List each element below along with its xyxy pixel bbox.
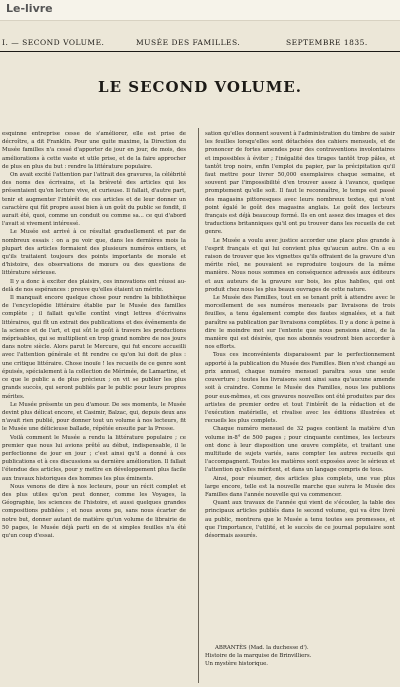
paragraph: Le Musée a voulu avec justice accorder une place plus grande à l'esprit français et qui lui convient plus qu'aucun autre. On a eu raison de trouver que les vignettes qu'ils offraient de la gravure d'un mérite réel, ne pouvaient se reproduire toujours de la même manière. Nous nous sommes en conséquence adressés aux éditeurs et aux auteurs de la gravure sur bois, les plus habiles, qui ont produit chez nous les plus beaux ouvrages de cette nature. <box>205 237 395 293</box>
bibliography-work: Un mystère historique. <box>205 661 268 668</box>
paragraph: Ainsi, pour résumer, des articles plus complets, une vue plus large encore, telle est la nouvelle marche que suivra le Musée des Familles dans l'année nouvelle qui va commencer. <box>205 475 395 498</box>
paragraph: Nous venons de dire à nos lecteurs, pour un récit complet et des plus utiles qu'on peut donner, comme les Voyages, la Géographie, les sciences de l'histoire, et aussi quelques grandes compositions publiées ; et nous avons pu, sans nous écarter de notre but, donner autant de matière qu'un volume de librairie de 50 pages, le Musée déjà parti en de si simples feuilles n'a été qu'un coup d'essai. <box>2 483 186 539</box>
header-journal-name: MUSÉE DES FAMILLES. <box>136 38 241 47</box>
bibliography-entry <box>205 644 395 669</box>
bibliography-author: ABRANTÈS (Mad. la duchesse d'). <box>215 645 309 651</box>
paragraph: Chaque numéro mensuel de 32 pages contient la matière d'un volume in-8° de 500 pages ; pour cinquante centimes, les lecteurs ont donc à leur disposition une œuvre complète, et traitant une multitude de sujets variés, sans compter les autres recueils qui l'accompagnent. Toutes les matières sont exposées avec le sérieux et l'attention qu'elles méritent, et dans un langage compris de tous. <box>205 426 395 474</box>
paragraph: Quant aux travaux de l'année qui vient de s'écouler, la table des principaux articles publiés dans le second volume, qui va être livré au public, montrera que le Musée a tenu toutes ses promesses, et que l'importance, l'utilité, et le succès de ce journal populaire sont désormais assurés. <box>205 500 395 539</box>
paragraph: Tous ces inconvénients disparaissent par le perfectionnement apporté à la publication du Musée des Familles. Bien n'est changé au prix annuel, chaque numéro mensuel paraîtra sous une seule couverture ; toutes les livraisons sont ainsi sans qu'aucune amende soit à craindre. Comme le Musée des Familles, nous les publions pour eux-mêmes, et ces gravures nouvelles ont été produites par des artistes de premier ordre et tout l'intérêt de la rédaction et de l'exécution matérielle, et rivalise avec les éditions illustrées et recueils les plus complets. <box>205 352 395 425</box>
paragraph: Le Musée présente un peu d'amour. De ses moments, le Musée devint plus délicat encore, et Casimir, Balzac, qui, depuis deux ans n'avait rien publié, pour donner tout un volume à nos lecteurs, fit le Musée une délicieuse ballade, répétée ensuite par la Presse. <box>2 401 186 433</box>
header-date: SEPTEMBRE 1835. <box>286 38 368 47</box>
paragraph: Voilà comment le Musée a rendu la littérature populaire ; ce premier que nous lui avions prêté au début, indispensable, il le perfectionne de jour en jour ; c'est ainsi qu'il a donné à ces publications et à ces discussions sa dernière amélioration. Il fallait l'étendue des articles, pour y mettre en développement plus facile aux travaux historiques des hommes les plus éminents. <box>2 434 186 482</box>
paragraph: sation qu'elles donnent souvent à l'administration du timbre de saisir les feuilles lorsqu'elles sont détachées des cahiers mensuels, et de prononcer de fortes amendes pour des contraventions involontaires et impossibles à éviter ; l'inégalité des tirages tantôt trop pâles, et tantôt trop noirs, enfin l'emploi du papier, par la précipitation qu'il faut mettre pour livrer 50,000 exemplaires chaque semaine, et souvent par l'impossibilité d'en trouver assez à l'avance, quelque promptement qu'elle soit. Il faut le reconnaître, le temps est passé des magasins pittoresques avec leurs nombreux textes, qui n'ont point égalé le goût des magasins anglais. Le goût des lecteurs français est déjà beaucoup formé. Ils en ont assez des images et des traductions britanniques qu'il ont pu trouver dans les recueils de cet genre. <box>205 131 395 236</box>
article-title: LE SECOND VOLUME. <box>98 78 302 96</box>
column-divider <box>198 128 199 683</box>
paragraph: esquinne entreprise cesse de s'améliorer, elle est prise de décroître, a dit Franklin. Pour une quite maxime, la Direction du Musée familles n'a cessé d'apporter de jour en jour, de mois, des améliorations à cette vaste et utile prise, et de la faire approcher de plus en plus du but : rendre la littérature populaire. <box>2 131 186 170</box>
bibliography-work: Histoire de la marquise de Brinvilliers. <box>205 653 312 660</box>
header-rule <box>0 51 400 52</box>
paragraph: Il manquait encore quelque chose pour rendre la bibliothèque de l'encyclopédie littéraire établie par le Musée des familles complète ; il fallait qu'elle contînt vingt lettres d'écrivains littéraires, qui fît un extrait des publications et des événements de la science et de l'art, et qui sût le goût à travers les productions méprisables, qui se multiplient en trop grand nombre de nos jours dans notre siècle. Alors parut le Mercure, qui fut encore accueilli avec l'attention générale et fit rendre ce qu'on lui doit de plus : une critique littéraire. Chose inouïe ! les recueils de ce genre sont épuisés, spécialement à la collection de Mérimée, de Lamartine, et ce que le public a de plus précieux ; on vit se publier les plus grands succès, qui seront publiés par le public pour leurs propres mérites. <box>2 295 186 400</box>
paragraph: Il y a donc à exciter des plaisirs, ces innovations ont réussi au-delà de nos espérances : preuve qu'elles étaient un mérite. <box>2 278 186 293</box>
site-title[interactable]: Le-livre <box>6 2 53 15</box>
paragraph: Le Musée des Familles, tout en se tenant prêt à attendre avec le morcellement de ses numéros mensuels par livraisons de trois feuilles, a tenu également compte des fautes signalées, et a fait paraître sa publication par livraisons complètes. Il y a donc à peine à dire le moindre mot sur l'entente que nous pensions ainsi, de la manière qui est désirée, que nos abonnés voudront bien accorder à nos efforts. <box>205 295 395 351</box>
paragraph: Le Musée est arrivé à ce résultat graduellement et par de nombreux essais : on a pu voir que, dans les dernières mois la plupart des articles formaient des plusieurs numéros entiers, et qu'ils traitaient toujours des points importants de morale et d'histoire, des observations de mœurs ou des questions de littérature sérieuse. <box>2 229 186 277</box>
paragraph: On avait excité l'attention par l'attrait des gravures, la célébrité des noms des écrivains, et la brièveté des articles qui les présentaient qu'on lecture vive, et curieuse. Il fallait, d'autre part, tenir et augmenter l'intérêt de ces articles et de leur donner un caractère qui fût propre aussi bien à un goût du public se fondit, il aurait été, quoi, comme un conduit ou comme sa... ce qui d'abord l'avait si vivement intéressé. <box>2 172 186 228</box>
site-banner <box>0 0 400 21</box>
header-volume: I. — SECOND VOLUME. <box>2 38 105 47</box>
left-column <box>2 130 186 680</box>
right-column <box>205 130 395 640</box>
